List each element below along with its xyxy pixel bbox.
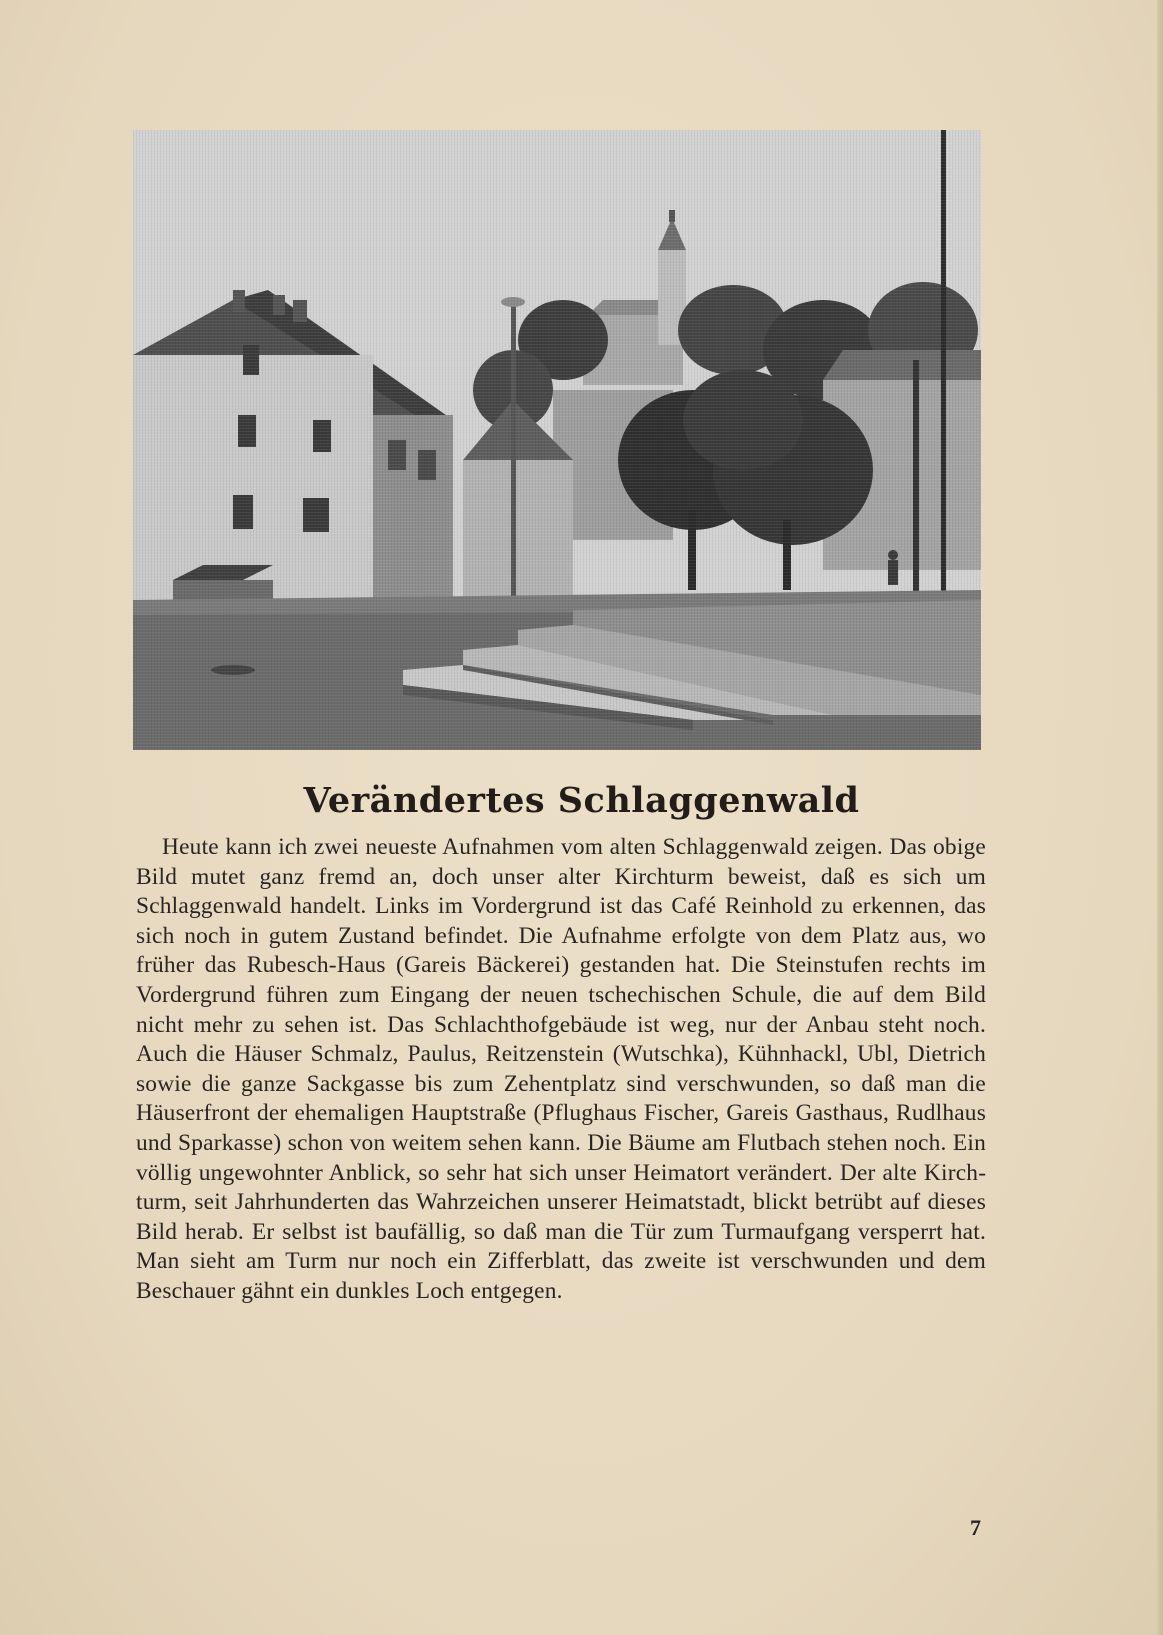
photograph-icon — [133, 130, 981, 750]
article-body: Heute kann ich zwei neueste Aufnahmen vom alten Schlaggenwald zeigen. Das obige Bild mutet ganz fremd an, doch unser alter Kirchturm beweist, daß es sich um Schlaggenwald handelt. Links im Vordergrund ist das Café Reinhold zu erkennen, das sich noch in gutem Zustand befindet. Die Aufnahme erfolgte von dem Platz aus, wo früher das Rubesch-Haus (Gareis Bäckerei) gestanden hat. Die Steinstufen rechts im Vordergrund führen zum Eingang der neuen tschechischen Schule, die auf dem Bild nicht mehr zu sehen ist. Das Schlachthofgebäude ist weg, nur der Anbau steht noch. Auch die Häuser Schmalz, Paulus, Reitzenstein (Wutschka), Kühnhackl, Ubl, Dietrich sowie die ganze Sackgasse bis zum Zehentplatz sind verschwunden, so daß man die Häuserfront der ehemaligen Hauptstraße (Pflughaus Fischer, Gareis Gasthaus, Rudlhaus und Sparkasse) schon von weitem sehen kann. Die Bäume am Flutbach stehen noch. Ein völlig ungewohnter Anblick, so sehr hat sich unser Heimatort verändert. Der alte Kirchturm, seit Jahrhunderten das Wahrzeichen unserer Heimatstadt, blickt betrübt auf dieses Bild herab. Er selbst ist baufällig, so daß man die Tür zum Turmaufgang versperrt hat. Man sieht am Turm nur noch ein Zifferblatt, das zweite ist verschwunden und dem Beschauer gähnt ein dunkles Loch entgegen. — [136, 834, 986, 1304]
town-square-photo — [133, 130, 981, 750]
article-title: Verändertes Schlaggenwald — [303, 780, 860, 821]
page-number: 7 — [970, 1515, 981, 1540]
